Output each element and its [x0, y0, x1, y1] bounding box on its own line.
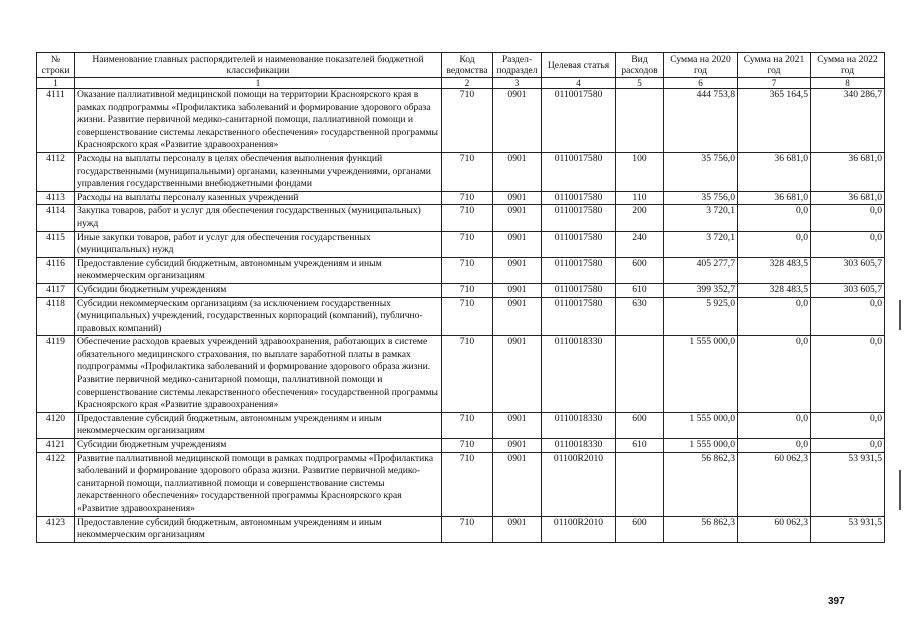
row-number-cell: 4123: [37, 516, 75, 542]
target-article-cell: 0110017580: [542, 205, 616, 231]
table-row: [37, 439, 885, 453]
expense-type-cell: 600: [616, 412, 664, 438]
expense-type-cell: [616, 336, 664, 413]
department-code-cell: 710: [442, 297, 493, 336]
sum-2020-cell: 56 862,3: [664, 452, 738, 516]
sum-2022-cell: 303 605,7: [811, 257, 885, 283]
sum-2021-cell: 0,0: [738, 336, 811, 413]
header-name: Наименование главных распорядителей и наименование показателей бюджетной классификации: [75, 53, 442, 78]
sum-2022-cell: 36 681,0: [811, 152, 885, 191]
sum-2022-cell: 0,0: [811, 412, 885, 438]
scan-edge-mark: [899, 300, 901, 330]
page-number: 397: [828, 596, 845, 607]
table-body: [37, 89, 885, 543]
target-article-cell: 0110017580: [542, 89, 616, 153]
department-code-cell: 710: [442, 191, 493, 205]
department-code-cell: 710: [442, 205, 493, 231]
department-code-cell: 710: [442, 89, 493, 153]
sum-2022-cell: 0,0: [811, 439, 885, 453]
row-number-cell: 4113: [37, 191, 75, 205]
row-name-cell: Предоставление субсидий бюджетным, автономным учреждениям и иным некоммерческим организациям: [75, 412, 442, 438]
expense-type-cell: 610: [616, 439, 664, 453]
target-article-cell: 0110018330: [542, 439, 616, 453]
section-code-cell: 0901: [493, 336, 542, 413]
expense-type-cell: 600: [616, 516, 664, 542]
expense-type-cell: [616, 452, 664, 516]
sum-2022-cell: 36 681,0: [811, 191, 885, 205]
header-target-article: Целевая статья: [542, 53, 616, 78]
sum-2022-cell: 53 931,5: [811, 452, 885, 516]
table-row: [37, 297, 885, 336]
sum-2020-cell: 399 352,7: [664, 283, 738, 297]
column-number: 8: [811, 78, 885, 89]
department-code-cell: 710: [442, 452, 493, 516]
column-number: 1: [75, 78, 442, 89]
row-number-cell: 4121: [37, 439, 75, 453]
expense-type-cell: [616, 89, 664, 153]
expense-type-cell: 110: [616, 191, 664, 205]
row-name-cell: Иные закупки товаров, работ и услуг для обеспечения государственных (муниципальных) нужд: [75, 231, 442, 257]
sum-2020-cell: 3 720,1: [664, 231, 738, 257]
section-code-cell: 0901: [493, 412, 542, 438]
section-code-cell: 0901: [493, 439, 542, 453]
target-article-cell: 01100R2010: [542, 452, 616, 516]
table-row: [37, 191, 885, 205]
department-code-cell: 710: [442, 412, 493, 438]
target-article-cell: 0110017580: [542, 283, 616, 297]
target-article-cell: 01100R2010: [542, 516, 616, 542]
expense-type-cell: 600: [616, 257, 664, 283]
header-section: Раздел- подраздел: [493, 53, 542, 78]
row-name-cell: Закупка товаров, работ и услуг для обеспечения государственных (муниципальных) нужд: [75, 205, 442, 231]
column-number: 6: [664, 78, 738, 89]
column-number: 2: [442, 78, 493, 89]
row-number-cell: 4112: [37, 152, 75, 191]
expense-type-cell: 100: [616, 152, 664, 191]
section-code-cell: 0901: [493, 257, 542, 283]
section-code-cell: 0901: [493, 231, 542, 257]
sum-2021-cell: 0,0: [738, 231, 811, 257]
header-sum-2022: Сумма на 2022 год: [811, 53, 885, 78]
department-code-cell: 710: [442, 439, 493, 453]
sum-2021-cell: 328 483,5: [738, 283, 811, 297]
row-name-cell: Субсидии некоммерческим организациям (за исключением государственных (муниципальных) учреждений, государственных корпораций (компаний), публично-правовых компаний): [75, 297, 442, 336]
sum-2021-cell: 0,0: [738, 412, 811, 438]
table-row: [37, 231, 885, 257]
column-number: 1: [37, 78, 75, 89]
sum-2022-cell: 303 605,7: [811, 283, 885, 297]
expense-type-cell: 630: [616, 297, 664, 336]
sum-2022-cell: 0,0: [811, 205, 885, 231]
row-name-cell: Оказание паллиативной медицинской помощи на территории Красноярского края в рамках подпрограммы «Профилактика заболеваний и формирование здорового образа жизни. Развитие первичной медико-санитарной помощи, паллиативной помощи и совершенствование системы лекарственного обеспечения» государственной программы Красноярского края «Развитие здравоохранения»: [75, 89, 442, 153]
sum-2021-cell: 365 164,5: [738, 89, 811, 153]
budget-table: [36, 52, 885, 543]
target-article-cell: 0110018330: [542, 412, 616, 438]
sum-2020-cell: 1 555 000,0: [664, 336, 738, 413]
table-row: [37, 89, 885, 153]
row-number-cell: 4111: [37, 89, 75, 153]
row-number-cell: 4119: [37, 336, 75, 413]
sum-2022-cell: 53 931,5: [811, 516, 885, 542]
department-code-cell: 710: [442, 152, 493, 191]
row-name-cell: Предоставление субсидий бюджетным, автономным учреждениям и иным некоммерческим организациям: [75, 257, 442, 283]
column-number-row: [37, 78, 885, 89]
column-number: 3: [493, 78, 542, 89]
row-name-cell: Субсидии бюджетным учреждениям: [75, 283, 442, 297]
sum-2021-cell: 0,0: [738, 297, 811, 336]
section-code-cell: 0901: [493, 516, 542, 542]
table-row: [37, 283, 885, 297]
department-code-cell: 710: [442, 336, 493, 413]
section-code-cell: 0901: [493, 152, 542, 191]
row-number-cell: 4114: [37, 205, 75, 231]
table-row: [37, 516, 885, 542]
target-article-cell: 0110017580: [542, 231, 616, 257]
row-number-cell: 4118: [37, 297, 75, 336]
row-name-cell: Субсидии бюджетным учреждениям: [75, 439, 442, 453]
target-article-cell: 0110017580: [542, 257, 616, 283]
sum-2021-cell: 60 062,3: [738, 516, 811, 542]
row-name-cell: Развитие паллиативной медицинской помощи в рамках подпрограммы «Профилактика заболеваний и формирование здорового образа жизни. Развитие первичной медико-санитарной помощи, паллиативной помощи и совершенствование системы лекарственного обеспечения» государственной программы Красноярского края «Развитие здравоохранения»: [75, 452, 442, 516]
section-code-cell: 0901: [493, 191, 542, 205]
section-code-cell: 0901: [493, 297, 542, 336]
target-article-cell: 0110017580: [542, 297, 616, 336]
sum-2022-cell: 340 286,7: [811, 89, 885, 153]
sum-2020-cell: 35 756,0: [664, 152, 738, 191]
expense-type-cell: 240: [616, 231, 664, 257]
column-number: 4: [542, 78, 616, 89]
header-expense-type: Вид расходов: [616, 53, 664, 78]
column-number: 5: [616, 78, 664, 89]
section-code-cell: 0901: [493, 283, 542, 297]
target-article-cell: 0110017580: [542, 191, 616, 205]
sum-2020-cell: 1 555 000,0: [664, 412, 738, 438]
section-code-cell: 0901: [493, 89, 542, 153]
scan-edge-mark: [899, 470, 901, 510]
header-department-code: Код ведомства: [442, 53, 493, 78]
department-code-cell: 710: [442, 257, 493, 283]
sum-2020-cell: 35 756,0: [664, 191, 738, 205]
row-number-cell: 4117: [37, 283, 75, 297]
sum-2021-cell: 36 681,0: [738, 191, 811, 205]
header-sum-2020: Сумма на 2020 год: [664, 53, 738, 78]
expense-type-cell: 200: [616, 205, 664, 231]
sum-2020-cell: 405 277,7: [664, 257, 738, 283]
header-sum-2021: Сумма на 2021 год: [738, 53, 811, 78]
table-row: [37, 257, 885, 283]
section-code-cell: 0901: [493, 452, 542, 516]
sum-2020-cell: 444 753,8: [664, 89, 738, 153]
sum-2020-cell: 3 720,1: [664, 205, 738, 231]
row-name-cell: Предоставление субсидий бюджетным, автономным учреждениям и иным некоммерческим организациям: [75, 516, 442, 542]
column-number: 7: [738, 78, 811, 89]
sum-2020-cell: 5 925,0: [664, 297, 738, 336]
row-name-cell: Обеспечение расходов краевых учреждений здравоохранения, работающих в системе обязательного медицинского страхования, по выплате заработной платы в рамках подпрограммы «Профилактика заболеваний и формирование здорового образа жизни. Развитие первичной медико-санитарной помощи, паллиативной помощи и совершенствование системы лекарственного обеспечения» государственной программы Красноярского края «Развитие здравоохранения»: [75, 336, 442, 413]
row-number-cell: 4116: [37, 257, 75, 283]
expense-type-cell: 610: [616, 283, 664, 297]
header-row-number: № строки: [37, 53, 75, 78]
target-article-cell: 0110018330: [542, 336, 616, 413]
sum-2021-cell: 36 681,0: [738, 152, 811, 191]
department-code-cell: 710: [442, 283, 493, 297]
sum-2022-cell: 0,0: [811, 336, 885, 413]
sum-2022-cell: 0,0: [811, 297, 885, 336]
table-header-row: [37, 53, 885, 78]
row-number-cell: 4120: [37, 412, 75, 438]
department-code-cell: 710: [442, 516, 493, 542]
sum-2021-cell: 60 062,3: [738, 452, 811, 516]
sum-2021-cell: 0,0: [738, 205, 811, 231]
target-article-cell: 0110017580: [542, 152, 616, 191]
row-name-cell: Расходы на выплаты персоналу в целях обеспечения выполнения функций государственными (муниципальными) органами, казенными учреждениями, органами управления государственными внебюджетными фондами: [75, 152, 442, 191]
table-row: [37, 152, 885, 191]
section-code-cell: 0901: [493, 205, 542, 231]
sum-2022-cell: 0,0: [811, 231, 885, 257]
row-number-cell: 4122: [37, 452, 75, 516]
table-row: [37, 452, 885, 516]
department-code-cell: 710: [442, 231, 493, 257]
sum-2021-cell: 0,0: [738, 439, 811, 453]
table-row: [37, 336, 885, 413]
sum-2020-cell: 1 555 000,0: [664, 439, 738, 453]
row-number-cell: 4115: [37, 231, 75, 257]
row-name-cell: Расходы на выплаты персоналу казенных учреждений: [75, 191, 442, 205]
sum-2020-cell: 56 862,3: [664, 516, 738, 542]
sum-2021-cell: 328 483,5: [738, 257, 811, 283]
table-row: [37, 412, 885, 438]
table-row: [37, 205, 885, 231]
